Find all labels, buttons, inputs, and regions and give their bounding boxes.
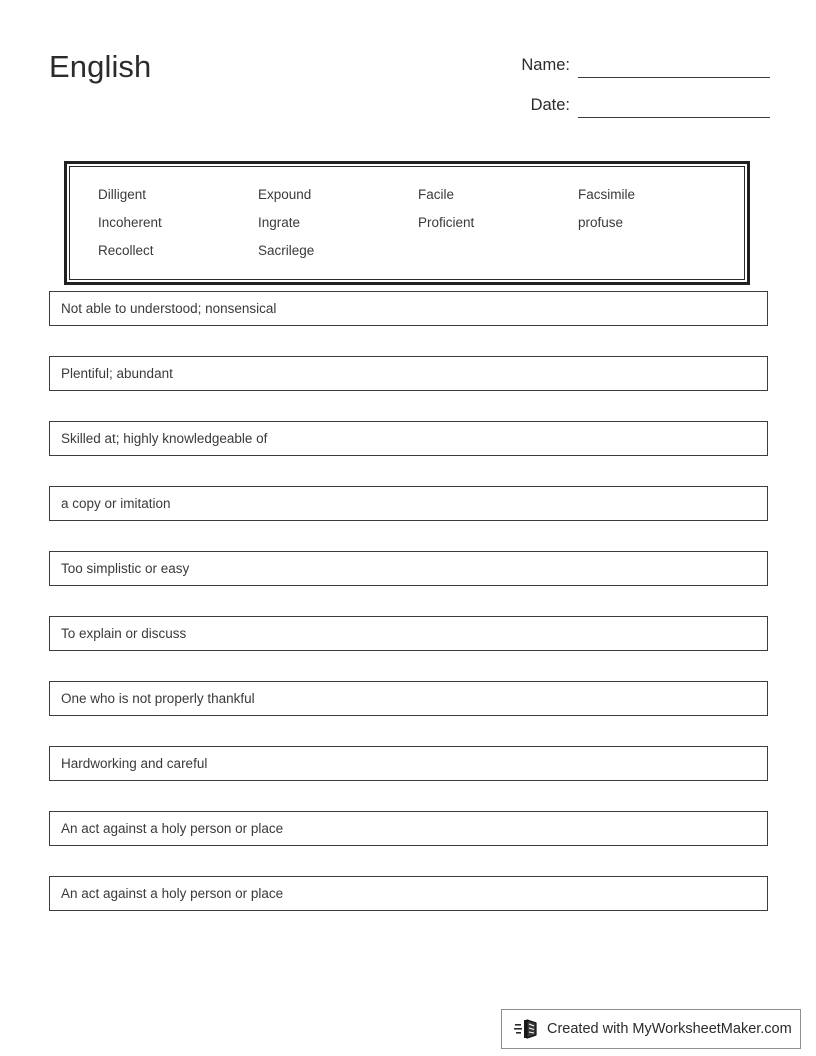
word-bank — [64, 161, 750, 285]
definition-text: Not able to understood; nonsensical — [61, 300, 277, 316]
definition-text: Skilled at; highly knowledgeable of — [61, 430, 268, 446]
definition-text: Hardworking and careful — [61, 755, 208, 771]
word-bank-item[interactable]: Proficient — [418, 215, 475, 230]
word-bank-item[interactable]: Ingrate — [258, 215, 301, 230]
word-bank-item[interactable]: Incoherent — [98, 215, 162, 230]
created-with-badge[interactable] — [501, 1009, 801, 1049]
date-field-row — [470, 84, 770, 118]
worksheet-header — [0, 0, 816, 140]
word-bank-item[interactable]: Dilligent — [98, 187, 147, 202]
word-bank-row — [70, 181, 744, 209]
page-title: English — [49, 49, 152, 84]
word-bank-row — [70, 237, 744, 265]
definition-row[interactable] — [49, 876, 768, 911]
definition-text: An act against a holy person or place — [61, 820, 284, 836]
definition-row[interactable] — [49, 291, 768, 326]
definition-text: a copy or imitation — [61, 495, 171, 511]
word-bank-item[interactable]: profuse — [578, 215, 624, 230]
definition-text: To explain or discuss — [61, 625, 187, 641]
word-bank-item[interactable]: Recollect — [98, 243, 154, 258]
definition-text: Plentiful; abundant — [61, 365, 173, 381]
definition-row[interactable] — [49, 811, 768, 846]
definition-row[interactable] — [49, 681, 768, 716]
word-bank-item[interactable]: Facsimile — [578, 187, 636, 202]
word-bank-item[interactable]: Sacrilege — [258, 243, 315, 258]
definition-row[interactable] — [49, 421, 768, 456]
definition-text: An act against a holy person or place — [61, 885, 284, 901]
word-bank-item[interactable]: Expound — [258, 187, 312, 202]
definition-text: One who is not properly thankful — [61, 690, 255, 706]
word-bank-inner-border — [69, 166, 745, 280]
definition-row[interactable] — [49, 551, 768, 586]
definition-row[interactable] — [49, 486, 768, 521]
name-field-label: Name: — [521, 56, 570, 74]
date-input[interactable] — [578, 96, 770, 118]
date-field-label: Date: — [530, 96, 570, 114]
name-field-row — [470, 44, 770, 78]
worksheet-maker-logo-icon — [514, 1017, 540, 1041]
definition-list — [49, 291, 768, 941]
created-with-label: Created with MyWorksheetMaker.com — [547, 1021, 792, 1037]
definition-row[interactable] — [49, 746, 768, 781]
definition-text: Too simplistic or easy — [61, 560, 190, 576]
definition-row[interactable] — [49, 356, 768, 391]
name-date-fields — [470, 44, 770, 124]
word-bank-row — [70, 209, 744, 237]
name-input[interactable] — [578, 56, 770, 78]
word-bank-item[interactable]: Facile — [418, 187, 455, 202]
definition-row[interactable] — [49, 616, 768, 651]
